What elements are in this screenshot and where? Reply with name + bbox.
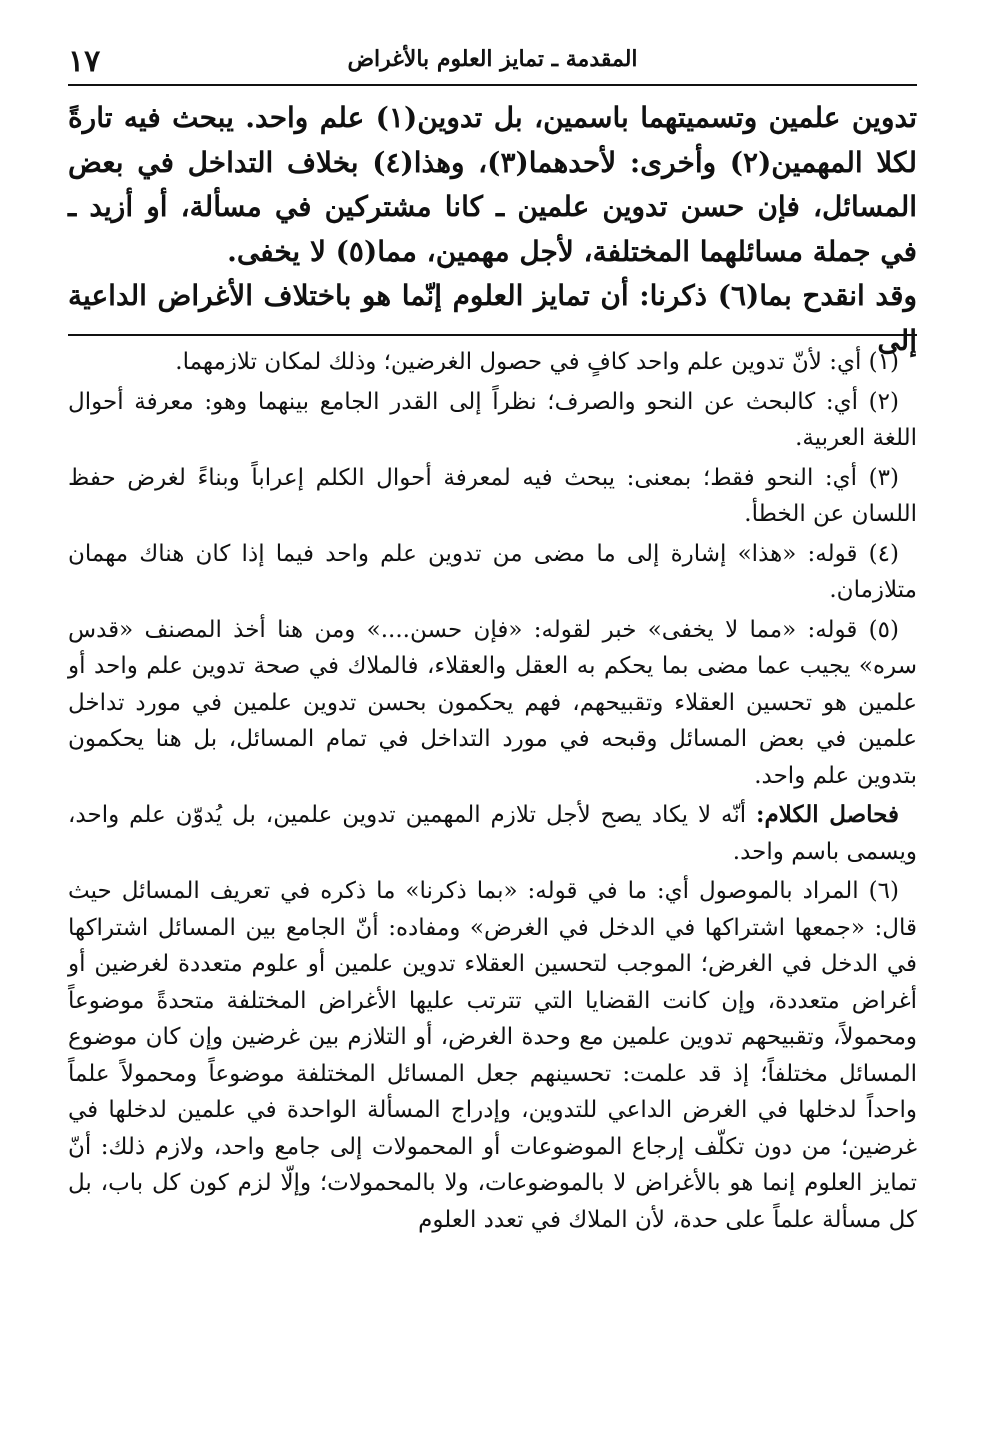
footnote-4: (٤) قوله: «هذا» إشارة إلى ما مضى من تدوين علم واحد فيما إذا كان هناك مهمان متلازمان. <box>68 540 917 603</box>
main-paragraph-1: تدوين علمين وتسميتهما باسمين، بل تدوين(١) علم واحد. يبحث فيه تارةً لكلا المهمين(٢) وأخرى: لأحدهما(٣)، وهذا(٤) بخلاف التداخل في بعض المسائل، فإن حسن تدوين علمين ـ كانا مشتركين في مسألة، أو أزيد ـ في جملة مسائلهما المختلفة، لأجل مهمين، مما(٥) لا يخفى. <box>68 101 917 268</box>
summary-lead: فحاصل الكلام: <box>756 801 900 828</box>
footnote-2: (٢) أي: كالبحث عن النحو والصرف؛ نظراً إلى القدر الجامع بينهما وهو: معرفة أحوال اللغة العربية. <box>68 388 917 451</box>
running-title: المقدمة ـ تمايز العلوم بالأغراض <box>347 46 638 72</box>
footnote-1: (١) أي: لأنّ تدوين علم واحد كافٍ في حصول الغرضين؛ وذلك لمكان تلازمهما. <box>175 349 899 375</box>
footnotes <box>68 344 917 1238</box>
main-paragraph-2: وقد انقدح بما(٦) ذكرنا: أن تمايز العلوم إنّما هو باختلاف الأغراض الداعية إلى <box>68 279 917 357</box>
main-text <box>68 96 917 363</box>
footnote-separator <box>68 334 917 336</box>
footnote-3: (٣) أي: النحو فقط؛ بمعنى: يبحث فيه لمعرفة أحوال الكلم إعراباً وبناءً لغرض حفظ اللسان عن الخطأ. <box>68 464 917 527</box>
page-number: ١٧ <box>68 44 101 79</box>
page-header <box>68 40 917 86</box>
footnote-5: (٥) قوله: «مما لا يخفى» خبر لقوله: «فإن حسن....» ومن هنا أخذ المصنف «قدس سره» يجيب عما مضى بما يحكم به العقل والعقلاء، فالملاك في صحة تدوين علم واحد أو علمين هو تحسين العقلاء وتقبيحهم، فهم يحكمون بحسن تدوين علمين في مورد تداخل علمين في بعض المسائل وقبحه في مورد التداخل في تمام المسائل، بل هنا يحكمون بتدوين علم واحد. <box>68 616 917 789</box>
footnote-summary <box>68 797 917 870</box>
footnote-6: (٦) المراد بالموصول أي: ما في قوله: «بما ذكرنا» ما ذكره في تعريف المسائل حيث قال: «جمعها اشتراكها في الدخل في الغرض» ومفاده: أنّ الجامع بين المسائل اشتراكها في الدخل في الغرض؛ الموجب لتحسين العقلاء تدوين علمين أو علوم متعددة لغرضين أو أغراض متعددة، وإن كانت القضايا التي تترتب عليها الأغراض المختلفة متحدةً موضوعاً ومحمولاً، وتقبيحهم تدوين علمين مع وحدة الغرض، أو التلازم بين غرضين وإن كان موضوع المسائل مختلفاً؛ إذ قد علمت: تحسينهم جعل المسائل المختلفة موضوعاً ومحمولاً علماً واحداً لدخلها في الغرض الداعي للتدوين، وإدراج المسألة الواحدة في علمين لدخلها في غرضين؛ من دون تكلّف إرجاع الموضوعات أو المحمولات إلى جامع واحد، ولازم ذلك: أنّ تمايز العلوم إنما هو بالأغراض لا بالموضوعات، ولا بالمحمولات؛ وإلّا لزم كون كل باب، بل كل مسألة علماً على حدة، لأن الملاك في تعدد العلوم <box>68 878 917 1233</box>
summary-text: أنّه لا يكاد يصح لأجل تلازم المهمين تدوين علمين، بل يُدوّن علم واحد، ويسمى باسم واحد. <box>68 802 917 865</box>
